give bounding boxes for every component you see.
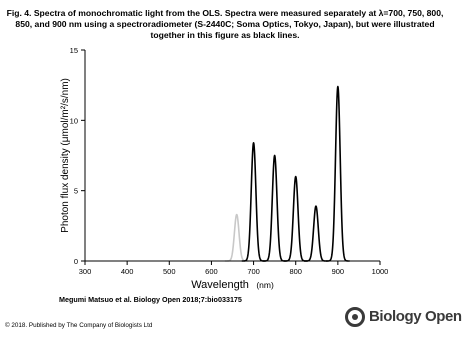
x-axis-label-main: Wavelength (191, 279, 249, 291)
x-tick-label: 600 (205, 267, 218, 276)
y-tick-label: 0 (73, 257, 78, 266)
x-tick-label: 1000 (371, 267, 389, 276)
y-ticks (70, 46, 85, 266)
x-tick-label: 500 (163, 267, 176, 276)
logo-mark-icon (345, 307, 365, 327)
y-axis-label: Photon flux density (μmol/m²/s/nm) (60, 78, 71, 233)
spectrum-line (263, 156, 287, 262)
y-tick-label: 10 (69, 116, 78, 126)
y-tick-label: 5 (73, 186, 78, 196)
x-tick-label: 800 (289, 267, 302, 276)
figure-caption: Fig. 4. Spectra of monochromatic light from the OLS. Spectra were measured separately at λ=700, 750, 800, 850, and 900 nm using a spectroradiometer (S-2440C; Soma Optics, Tokyo, Japan), but were illustrated together in this figure as black lines. (6, 8, 444, 41)
copyright: © 2018. Published by The Company of Biologists Ltd (5, 322, 153, 329)
spectra-lines (225, 87, 350, 261)
x-ticks (79, 261, 389, 276)
y-tick-label: 15 (69, 46, 78, 55)
logo-text: Biology Open (369, 308, 462, 325)
spectrum-line (242, 143, 266, 261)
x-tick-label: 900 (331, 267, 345, 276)
spectrum-line (225, 215, 249, 261)
spectrum-line (284, 177, 308, 261)
x-tick-label: 300 (78, 267, 92, 276)
spectrum-line (326, 87, 350, 261)
x-tick-label: 400 (120, 267, 134, 276)
x-tick-label: 700 (247, 267, 260, 276)
citation: Megumi Matsuo et al. Biology Open 2018;7:bio033175 (59, 295, 242, 304)
biology-open-logo (345, 306, 462, 332)
x-axis-label-unit: (nm) (256, 280, 274, 290)
spectrum-line (304, 206, 328, 261)
x-axis-label (191, 275, 274, 292)
